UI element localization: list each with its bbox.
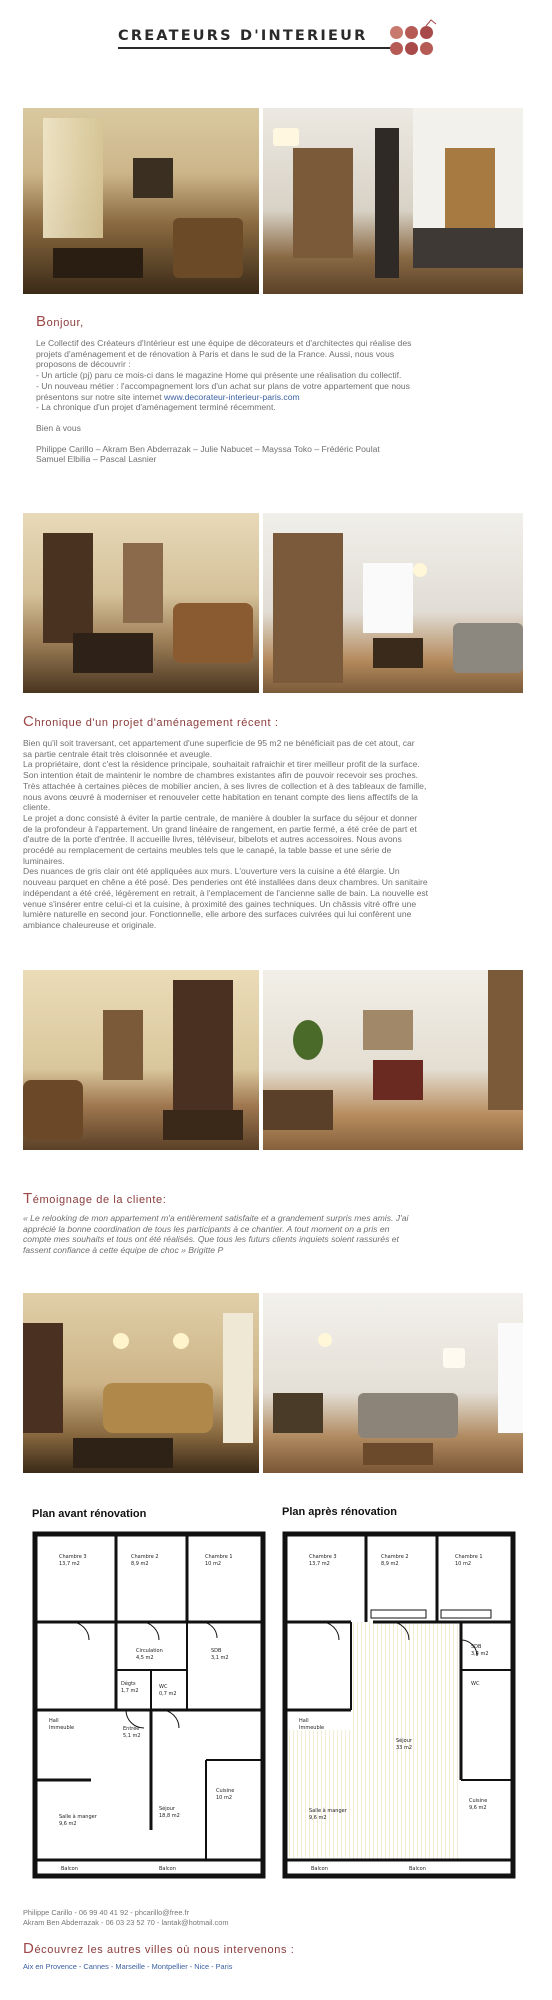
site-title: CREATEURS D'INTERIEUR bbox=[118, 28, 368, 44]
svg-text:10 m2: 10 m2 bbox=[455, 1561, 472, 1567]
svg-text:Entrée: Entrée bbox=[123, 1726, 140, 1732]
svg-text:Hall: Hall bbox=[49, 1718, 59, 1724]
chronicle-title: Chronique d'un projet d'aménagement récent : bbox=[23, 713, 279, 730]
svg-text:SDB: SDB bbox=[471, 1644, 482, 1650]
svg-text:9,6 m2: 9,6 m2 bbox=[309, 1815, 327, 1821]
floor-plan-before bbox=[31, 1530, 267, 1880]
chronicle-text: Bien qu'il soit traversant, cet appartement d'une superficie de 95 m2 ne bénéficiait pas de cet atout, car sa partie centrale était très cloisonnée et aveugle. La propriétaire, dont c'est la résidence principale, souhaitait rafraichir et tirer meilleur profit de la surface. Son intention était de maintenir le nombre de chambres existantes afin de pouvoir recevoir ses proches. Très attachée à certaines pièces de mobilier ancien, à ses livres de collection et à des tableaux de famille, nous avons œuvré à moderniser et renouveler cette habitation en tenant compte des liens affectifs de la cliente. Le projet a donc consisté à éviter la partie centrale, de manière à doubler la surface du séjour et donner de la profondeur à l'appartement. Un grand linéaire de rangement, en partie fermé, a été crée de part et d'autre de la porte d'entrée. Il accueille livres, téléviseur, bibelots et autres accessoires. Nous avons procédé au remplacement de certains meubles tels que le canapé, la table basse et une série de luminaires. Des nuances de gris clair ont été appliquées aux murs. L'ouverture vers la cuisine a été élargie. Un nouveau parquet en chêne a été posé. Des penderies ont été installées dans deux chambres. Un sanitaire indépendant a été créé, légèrement en retrait, à l'emplacement de l'ancienne salle de bain. La nouvelle est venue s'insérer entre celui-ci et la cuisine, à proximité des gaines techniques. Un châssis vitré offre une lumière naturelle en second jour. Fonctionnelle, elle arbore des surfaces cuivrées qui lui confèrent une ambiance chaleureuse et originale. bbox=[23, 738, 429, 930]
floor-plan-after bbox=[281, 1530, 517, 1880]
photo-salon-before bbox=[23, 1293, 259, 1473]
intro-greeting: Bonjour, bbox=[36, 313, 84, 330]
room-label: Chambre 3 bbox=[59, 1554, 87, 1560]
svg-text:8,9 m2: 8,9 m2 bbox=[381, 1561, 399, 1567]
svg-text:9,6 m2: 9,6 m2 bbox=[59, 1821, 77, 1827]
svg-text:Circulation: Circulation bbox=[136, 1648, 163, 1654]
plan-after-title: Plan après rénovation bbox=[282, 1506, 397, 1518]
svg-text:WC: WC bbox=[159, 1684, 168, 1690]
svg-text:3,4 m2: 3,4 m2 bbox=[471, 1651, 489, 1657]
contact-line-2: Akram Ben Abderrazak - 06 03 23 52 70 - lantak@hotmail.com bbox=[23, 1917, 229, 1927]
svg-text:Séjour: Séjour bbox=[159, 1806, 175, 1812]
svg-text:10 m2: 10 m2 bbox=[216, 1795, 233, 1801]
svg-text:3,1 m2: 3,1 m2 bbox=[211, 1655, 229, 1661]
contact-info bbox=[23, 1908, 229, 1927]
title-rule bbox=[118, 47, 400, 49]
testimony-title: Témoignage de la cliente: bbox=[23, 1190, 167, 1207]
intro-text: Le Collectif des Créateurs d'Intérieur est une équipe de décorateurs et d'architectes qui réalise des projets d'aménagement et de rénovation à Paris et dans le sud de la France. Aussi, nous vous proposons de découvrir : - Un article (pj) paru ce mois-ci dans le magazine Home qui présente une réalisation du collectif. - Un nouveau métier : l'accompagnement lors d'un achat sur plans de votre appartement que nous présentons sur notre site internet www.decorateur-interieur-paris.com - La chronique d'un projet d'aménagement terminé récemment. Bien à vous Philippe Carillo – Akram Ben Abderrazak – Julie Nabucet – Mayssa Toko – Frédéric Poulat Samuel Elbilia – Pascal Lasnier bbox=[36, 338, 412, 465]
svg-text:5,1 m2: 5,1 m2 bbox=[123, 1733, 141, 1739]
svg-text:Cuisine: Cuisine bbox=[469, 1798, 488, 1804]
contact-line-1: Philippe Carillo - 06 99 40 41 92 - phcarillo@free.fr bbox=[23, 1908, 190, 1917]
svg-text:Immeuble: Immeuble bbox=[299, 1725, 325, 1731]
svg-text:Chambre 1: Chambre 1 bbox=[205, 1554, 233, 1560]
sparkle-icon bbox=[424, 18, 438, 28]
svg-text:Hall: Hall bbox=[299, 1718, 309, 1724]
photo-salon-after bbox=[263, 1293, 523, 1473]
cities-links[interactable]: Aix en Provence - Cannes - Marseille - Montpellier - Nice - Paris bbox=[23, 1962, 233, 1971]
svg-text:8,9 m2: 8,9 m2 bbox=[131, 1561, 149, 1567]
svg-text:SDB: SDB bbox=[211, 1648, 222, 1654]
cities-title: Découvrez les autres villes où nous intervenons : bbox=[23, 1940, 295, 1957]
svg-text:10 m2: 10 m2 bbox=[205, 1561, 222, 1567]
svg-text:Chambre 1: Chambre 1 bbox=[455, 1554, 483, 1560]
svg-text:WC: WC bbox=[471, 1681, 480, 1687]
svg-text:0,7 m2: 0,7 m2 bbox=[159, 1691, 177, 1697]
svg-text:Séjour: Séjour bbox=[396, 1738, 412, 1744]
photo-living-after-2 bbox=[263, 513, 523, 693]
svg-text:13,7 m2: 13,7 m2 bbox=[59, 1561, 80, 1567]
svg-text:33 m2: 33 m2 bbox=[396, 1745, 413, 1751]
svg-text:4,5 m2: 4,5 m2 bbox=[136, 1655, 154, 1661]
svg-text:Salle à manger: Salle à manger bbox=[59, 1814, 97, 1820]
photo-living-before-2 bbox=[23, 513, 259, 693]
site-link[interactable]: www.decorateur-interieur-paris.com bbox=[164, 391, 300, 402]
svg-text:1,7 m2: 1,7 m2 bbox=[121, 1688, 139, 1694]
svg-text:13,7 m2: 13,7 m2 bbox=[309, 1561, 330, 1567]
svg-text:Balcon: Balcon bbox=[311, 1866, 328, 1872]
svg-text:Chambre 3: Chambre 3 bbox=[309, 1554, 337, 1560]
testimony-text: « Le relooking de mon appartement m'a entièrement satisfaite et a grandement surpris mes amis. J'ai apprécié la bonne coordination de tous les participants à ce chantier. A tout moment on a pris en compte mes souhaits et tous ont été réalisés. Que tous les futurs clients inquiets soient rassurés et fassent confiance à cette équipe de choc » Brigitte P bbox=[23, 1213, 409, 1256]
svg-text:Chambre 2: Chambre 2 bbox=[381, 1554, 409, 1560]
svg-text:Cuisine: Cuisine bbox=[216, 1788, 235, 1794]
svg-text:18,8 m2: 18,8 m2 bbox=[159, 1813, 180, 1819]
svg-text:Balcon: Balcon bbox=[159, 1866, 176, 1872]
svg-text:Dégts: Dégts bbox=[121, 1681, 136, 1687]
photo-living-before-1 bbox=[23, 108, 259, 294]
brand-logo bbox=[390, 18, 436, 68]
photo-dining-before bbox=[23, 970, 259, 1150]
svg-text:Balcon: Balcon bbox=[409, 1866, 426, 1872]
svg-text:Immeuble: Immeuble bbox=[49, 1725, 75, 1731]
svg-text:Salle à manger: Salle à manger bbox=[309, 1808, 347, 1814]
svg-text:Balcon: Balcon bbox=[61, 1866, 78, 1872]
photo-dining-after bbox=[263, 970, 523, 1150]
photo-living-after-1 bbox=[263, 108, 523, 294]
svg-text:Chambre 2: Chambre 2 bbox=[131, 1554, 159, 1560]
plan-before-title: Plan avant rénovation bbox=[32, 1508, 147, 1520]
svg-text:9,6 m2: 9,6 m2 bbox=[469, 1805, 487, 1811]
